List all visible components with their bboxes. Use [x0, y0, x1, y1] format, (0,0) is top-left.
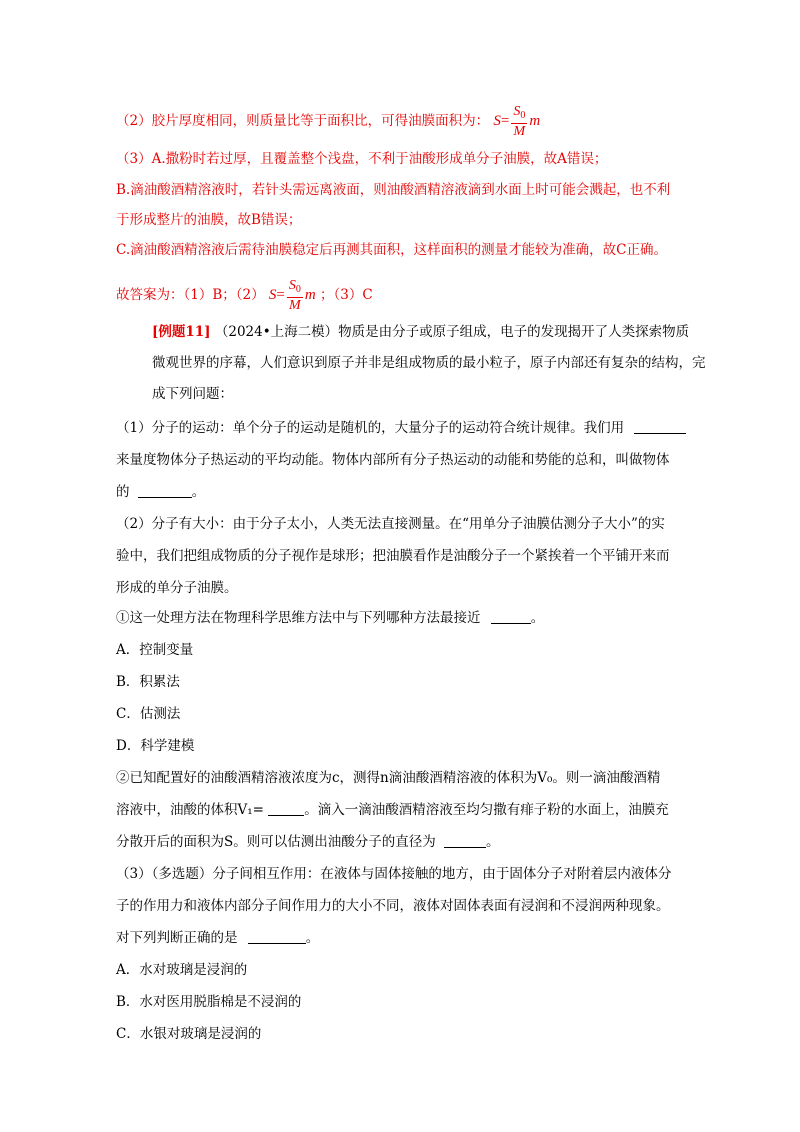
- q2-sub2-line3-prefix: 分散开后的面积为S。则可以估测出油酸分子的直径为: [116, 834, 436, 850]
- frac-denominator: M: [513, 124, 526, 139]
- q2-sub2-line2-suffix: 。滴入一滴油酸酒精溶液至均匀撒有痱子粉的水面上，油膜充: [304, 802, 669, 818]
- q2-sub2-line2: [116, 800, 730, 820]
- final-formula: S= $\frac{S_0}{M}$ m: [268, 278, 316, 313]
- final-answer-suffix: ；（3）C: [320, 286, 373, 303]
- q3-line2: 子的作用力和液体内部分子间作用力的大小不同，液体对固体表面有浸润和不浸润两种现象。: [116, 898, 670, 914]
- formula-tail: m: [529, 112, 541, 129]
- formula-eq: =: [500, 112, 510, 129]
- q2-sub2-line1: ②已知配置好的油酸酒精溶液浓度为c，测得n滴油酸酒精溶液的体积为V₀。则一滴油酸酒精: [116, 770, 661, 786]
- q1-blank-2[interactable]: [138, 483, 192, 498]
- q3-blank[interactable]: [248, 929, 306, 944]
- frac-numerator-sub: 0: [520, 110, 526, 121]
- q2-option-b[interactable]: B．积累法: [116, 674, 180, 690]
- example11-intro-line2: 微观世界的序幕，人们意识到原子并非是组成物质的最小粒子，原子内部还有复杂的结构，完: [152, 355, 706, 371]
- example11-intro-line3: 成下列问题：: [152, 386, 233, 402]
- frac-numerator: S: [513, 104, 521, 119]
- q2-sub1: [116, 608, 730, 628]
- q3-line3: [116, 928, 730, 948]
- q2-sub2-line2-prefix: 溶液中，油酸的体积V₁=: [116, 802, 264, 818]
- q2-sub1-end: 。: [530, 610, 545, 626]
- q1-line3-suffix: 。: [191, 484, 206, 500]
- q2-sub1-blank[interactable]: [491, 609, 531, 624]
- q2-line3: 形成的单分子油膜。: [116, 580, 238, 596]
- q3-line3-prefix: 对下列判断正确的是: [116, 930, 238, 946]
- answer-part3-a: （3）A.撒粉时若过厚，且覆盖整个浅盘，不利于油酸形成单分子油膜，故A错误；: [116, 151, 608, 167]
- formula-area: [493, 104, 541, 139]
- q2-line1: （2）分子有大小：由于分子太小，人类无法直接测量。在“用单分子油膜估测分子大小”的实: [116, 516, 665, 532]
- q3-option-c[interactable]: C．水银对玻璃是浸润的: [116, 1026, 262, 1042]
- q3-option-a[interactable]: A．水对玻璃是浸润的: [116, 962, 248, 978]
- q2-option-a[interactable]: A．控制变量: [116, 642, 194, 658]
- q2-sub2-line3: [116, 832, 730, 852]
- q2-sub1-prompt: ①这一处理方法在物理科学思维方法中与下列哪种方法最接近: [116, 610, 481, 626]
- final-answer: [116, 278, 730, 313]
- answer-part2: [116, 104, 730, 139]
- q1-line3-prefix: 的: [116, 484, 130, 500]
- final-answer-prefix: 故答案为：（1）B；（2）: [116, 286, 265, 303]
- q1-line2: 来量度物体分子热运动的平均动能。物体内部所有分子热运动的动能和势能的总和，叫做物体: [116, 452, 670, 468]
- q3-line3-suffix: 。: [305, 930, 320, 946]
- answer-part3-c: C.滴油酸酒精溶液后需待油膜稳定后再测其面积，这样面积的测量才能较为准确，故C正确。: [116, 242, 667, 258]
- example-tag: [例题11]: [152, 324, 211, 340]
- formula-lhs: S: [493, 112, 501, 129]
- formula-fraction: [511, 104, 527, 139]
- answer-part2-text: （2）胶片厚度相同，则质量比等于面积比，可得油膜面积为：: [116, 112, 490, 129]
- q3-option-b[interactable]: B．水对医用脱脂棉是不浸润的: [116, 994, 302, 1010]
- q2-option-d[interactable]: D．科学建模: [116, 738, 195, 754]
- q2-option-c[interactable]: C．估测法: [116, 706, 181, 722]
- q1-line3: [116, 482, 730, 502]
- answer-part3-b-line2: 于形成整片的油膜，故B错误；: [116, 212, 302, 228]
- q2-sub2-blank-diameter[interactable]: [444, 833, 486, 848]
- example11-intro-text: （2024•上海二模）物质是由分子或原子组成，电子的发现揭开了人类探索物质: [214, 324, 690, 340]
- q1-blank-1[interactable]: [634, 419, 686, 434]
- q3-line1: （3）（多选题）分子间相互作用：在液体与固体接触的地方，由于固体分子对附着层内液体分: [116, 866, 672, 882]
- q2-line2: 验中，我们把组成物质的分子视作是球形；把油膜看作是油酸分子一个紧挨着一个平铺开来而: [116, 548, 670, 564]
- example11-intro-line1: [152, 322, 730, 342]
- answer-part3-b-line1: B.滴油酸酒精溶液时，若针头需远离液面，则油酸酒精溶液滴到水面上时可能会溅起，也不利: [116, 182, 671, 198]
- q1-line1: [116, 418, 730, 438]
- q2-sub2-blank-volume[interactable]: [268, 801, 304, 816]
- q1-line1-text: （1）分子的运动：单个分子的运动是随机的，大量分子的运动符合统计规律。我们用: [116, 420, 625, 436]
- q2-sub2-line3-suffix: 。: [486, 834, 500, 850]
